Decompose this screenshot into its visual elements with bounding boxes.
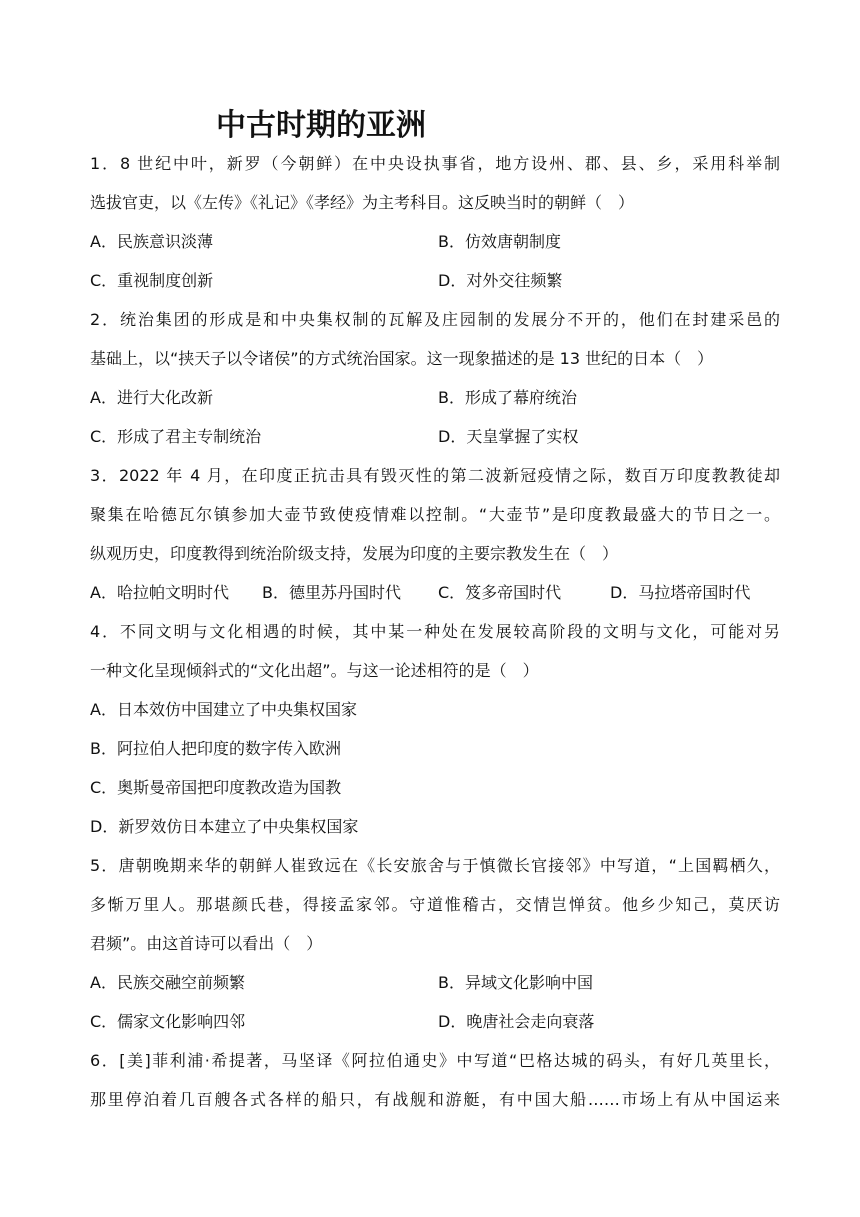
question-3-option-c: C．笈多帝国时代 [438, 583, 562, 602]
question-4-option-c: C．奥斯曼帝国把印度教改造为国教 [90, 778, 342, 797]
question-6-line-2: 那里停泊着几百艘各式各样的船只，有战舰和游艇，有中国大船……市场上有从中国运来 [90, 1090, 780, 1109]
question-3-option-a: A．哈拉帕文明时代 [90, 583, 229, 602]
question-3-line-2: 聚集在哈德瓦尔镇参加大壶节致使疫情难以控制。“大壶节”是印度教最盛大的节日之一。 [90, 505, 780, 524]
question-1-option-a: A．民族意识淡薄 [90, 232, 213, 251]
question-5-option-d: D．晚唐社会走向衰落 [438, 1012, 595, 1031]
question-4-option-a: A．日本效仿中国建立了中央集权国家 [90, 700, 357, 719]
question-3-option-b: B．德里苏丹国时代 [262, 583, 401, 602]
question-2-option-c: C．形成了君主专制统治 [90, 427, 262, 446]
question-5-option-c: C．儒家文化影响四邻 [90, 1012, 246, 1031]
question-5-line-3: 君频”。由这首诗可以看出（ ） [90, 934, 323, 953]
question-3-line-3: 纵观历史，印度教得到统治阶级支持，发展为印度的主要宗教发生在（ ） [90, 544, 619, 563]
question-3-option-d: D．马拉塔帝国时代 [610, 583, 751, 602]
question-6-line-1: 6．[美]菲利浦·希提著，马坚译《阿拉伯通史》中写道“巴格达城的码头，有好几英里长， [90, 1051, 780, 1070]
question-2-option-d: D．天皇掌握了实权 [438, 427, 579, 446]
question-4-option-b: B．阿拉伯人把印度的数字传入欧洲 [90, 739, 341, 758]
question-1-option-d: D．对外交往频繁 [438, 271, 563, 290]
question-2-option-a: A．进行大化改新 [90, 388, 213, 407]
question-1-option-c: C．重视制度创新 [90, 271, 214, 290]
question-2-line-1: 2．统治集团的形成是和中央集权制的瓦解及庄园制的发展分不开的，他们在封建采邑的 [90, 310, 780, 329]
question-3-line-1: 3．2022 年 4 月，在印度正抗击具有毁灭性的第二波新冠疫情之际，数百万印度教教徒却 [90, 466, 780, 485]
question-4-line-1: 4．不同文明与文化相遇的时候，其中某一种处在发展较高阶段的文明与文化，可能对另 [90, 622, 780, 641]
question-5-line-1: 5．唐朝晚期来华的朝鲜人崔致远在《长安旅舍与于慎微长官接邻》中写道，“上国羁栖久， [90, 856, 780, 875]
question-2-option-b: B．形成了幕府统治 [438, 388, 577, 407]
question-1-line-1: 1．8 世纪中叶，新罗（今朝鲜）在中央设执事省，地方设州、郡、县、乡，采用科举制 [90, 154, 780, 173]
question-1-option-b: B．仿效唐朝制度 [438, 232, 561, 251]
question-4-option-d: D．新罗效仿日本建立了中央集权国家 [90, 817, 359, 836]
question-1-line-2: 选拔官吏，以《左传》《礼记》《孝经》为主考科目。这反映当时的朝鲜（ ） [90, 193, 635, 212]
page-title: 中古时期的亚洲 [216, 108, 426, 143]
question-4-line-2: 一种文化呈现倾斜式的“文化出超”。与这一论述相符的是（ ） [90, 661, 539, 680]
question-5-line-2: 多惭万里人。那堪颜氏巷，得接孟家邻。守道惟稽古，交情岂惮贫。他乡少知己，莫厌访 [90, 895, 780, 914]
question-5-option-b: B．异域文化影响中国 [438, 973, 593, 992]
question-2-line-2: 基础上，以“挟天子以令诸侯”的方式统治国家。这一现象描述的是 13 世纪的日本（ ） [90, 349, 714, 368]
question-5-option-a: A．民族交融空前频繁 [90, 973, 245, 992]
